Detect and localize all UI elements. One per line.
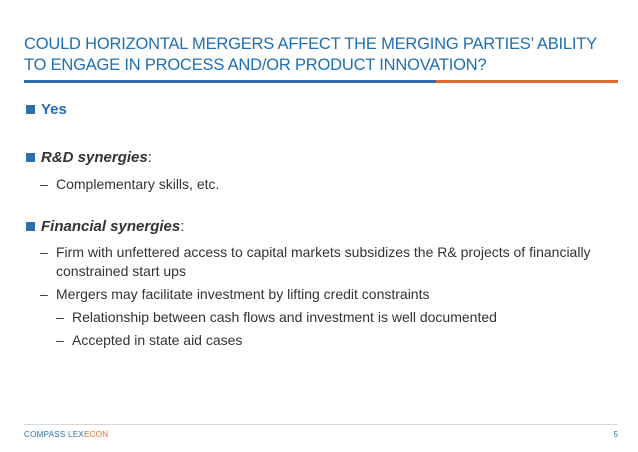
bullet-label: Yes — [41, 101, 67, 118]
logo-part-2: ECON — [84, 430, 109, 439]
list-item-text: Accepted in state aid cases — [72, 332, 243, 348]
bullet-rd-synergies — [24, 148, 614, 168]
list-item — [24, 331, 614, 350]
list-item-text: Relationship between cash flows and investment is well documented — [72, 309, 497, 325]
list-item-text: Mergers may facilitate investment by lifting credit constraints — [56, 286, 430, 302]
dash-marker: – — [56, 309, 64, 325]
square-bullet-icon — [26, 105, 35, 114]
bullet-suffix: : — [180, 218, 185, 235]
list-item-text: Complementary skills, etc. — [56, 176, 220, 192]
page-number: 5 — [613, 430, 618, 439]
title-rule-blue — [24, 80, 436, 83]
square-bullet-icon — [26, 222, 35, 231]
list-item — [24, 175, 614, 194]
dash-marker: – — [40, 244, 48, 260]
dash-marker: – — [40, 176, 48, 192]
footer-logo — [24, 430, 108, 440]
footer-rule — [24, 424, 618, 425]
dash-marker: – — [56, 332, 64, 348]
dash-marker: – — [40, 286, 48, 302]
bullet-yes — [24, 100, 614, 120]
list-item — [24, 285, 614, 304]
bullet-label: R&D synergies — [41, 149, 148, 166]
slide-content — [24, 96, 614, 350]
list-item — [24, 308, 614, 327]
slide-title: COULD HORIZONTAL MERGERS AFFECT THE MERGING PARTIES’ ABILITY TO ENGAGE IN PROCESS AND/OR PRODUCT INNOVATION? — [24, 35, 597, 74]
bullet-financial-synergies — [24, 217, 614, 237]
bullet-label: Financial synergies — [41, 218, 181, 235]
list-item-text: Firm with unfettered access to capital markets subsidizes the R& projects of financially constrained start ups — [56, 244, 591, 279]
list-item — [24, 243, 614, 281]
logo-part-1: COMPASS LEX — [24, 430, 85, 439]
square-bullet-icon — [26, 153, 35, 162]
bullet-suffix: : — [147, 149, 152, 166]
title-rule-orange — [436, 80, 618, 83]
